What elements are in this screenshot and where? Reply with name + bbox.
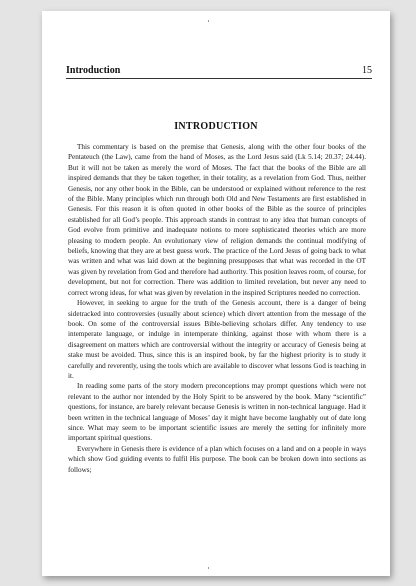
running-header: [66, 62, 372, 79]
top-crop-mark: [208, 20, 209, 22]
paragraph: Everywhere in Genesis there is evidence of a plan which focuses on a land and on a people in ways which show God guiding events to fulfil His purpose. The book can be broken down into sections as follows;: [68, 444, 366, 474]
bottom-crop-mark: [208, 567, 209, 569]
running-head-title: Introduction: [66, 65, 121, 76]
chapter-title: INTRODUCTION: [174, 121, 258, 132]
document-page: [42, 11, 390, 576]
paragraph: This commentary is based on the premise that Genesis, along with the other four books of the Pentateuch (the Law), came from the hand of Moses, as the Lord Jesus said (Lk 5.14; 20.37; 24.44). But it will not be taken as merely the word of Moses. The fact that the books of the Bible are all inspired demands that they be taken together, in their totality, as a revelation from God. Thus, neither Genesis, nor any other book in the Bible, can be understood or explained without reference to the rest of the Bible. Many principles which run through both Old and New Testaments are first established in Genesis. For this reason it is often quoted in other books of the Bible as the source of principles established for all God’s people. This approach stands in contrast to any idea that human concepts of God evolve from primitive and inadequate notions to more sophisticated theories which are more pleasing to modern people. An evolutionary view of religion demands the continual modifying of beliefs, knowing that they are at best guess work. The practice of the Lord Jesus of going back to what was written and what was laid down at the beginning presupposes that what was recorded in the OT was given by revelation from God and therefore had authority. This position leaves room, of course, for development, but not for correction. There was addition to limited revelation, but never any need to correct wrong ideas, for what was given by revelation in the inspired Scriptures needed no correction.: [68, 143, 366, 297]
paragraph: In reading some parts of the story modern preconceptions may prompt questions which were not relevant to the author nor intended by the Holy Spirit to be answered by the book. Many “scientific” questions, for instance, are barely relevant because Genesis is written in non-technical language. Had it been written in the technical language of Moses’ day it might have become laughably out of date long since. What may seem to be important scientific issues are merely the setting for infinitely more important spiritual questions.: [68, 382, 366, 443]
page-number: 15: [362, 65, 372, 76]
paragraph: However, in seeking to argue for the truth of the Genesis account, there is a danger of being sidetracked into controversies (usually about science) which divert attention from the message of the book. On some of the controversial issues Bible-believing scholars differ. Any tendency to use intemperate language, or indulge in intemperate thinking, against those with whom there is a disagreement on matters which are controversial without the integrity or accuracy of Genesis being at stake must be avoided. Thus, since this is an inspired book, by far the highest priority is to study it carefully and reverently, using the tools which are available to discover what lessons God is teaching in it.: [68, 299, 366, 380]
body-text: [68, 142, 366, 475]
